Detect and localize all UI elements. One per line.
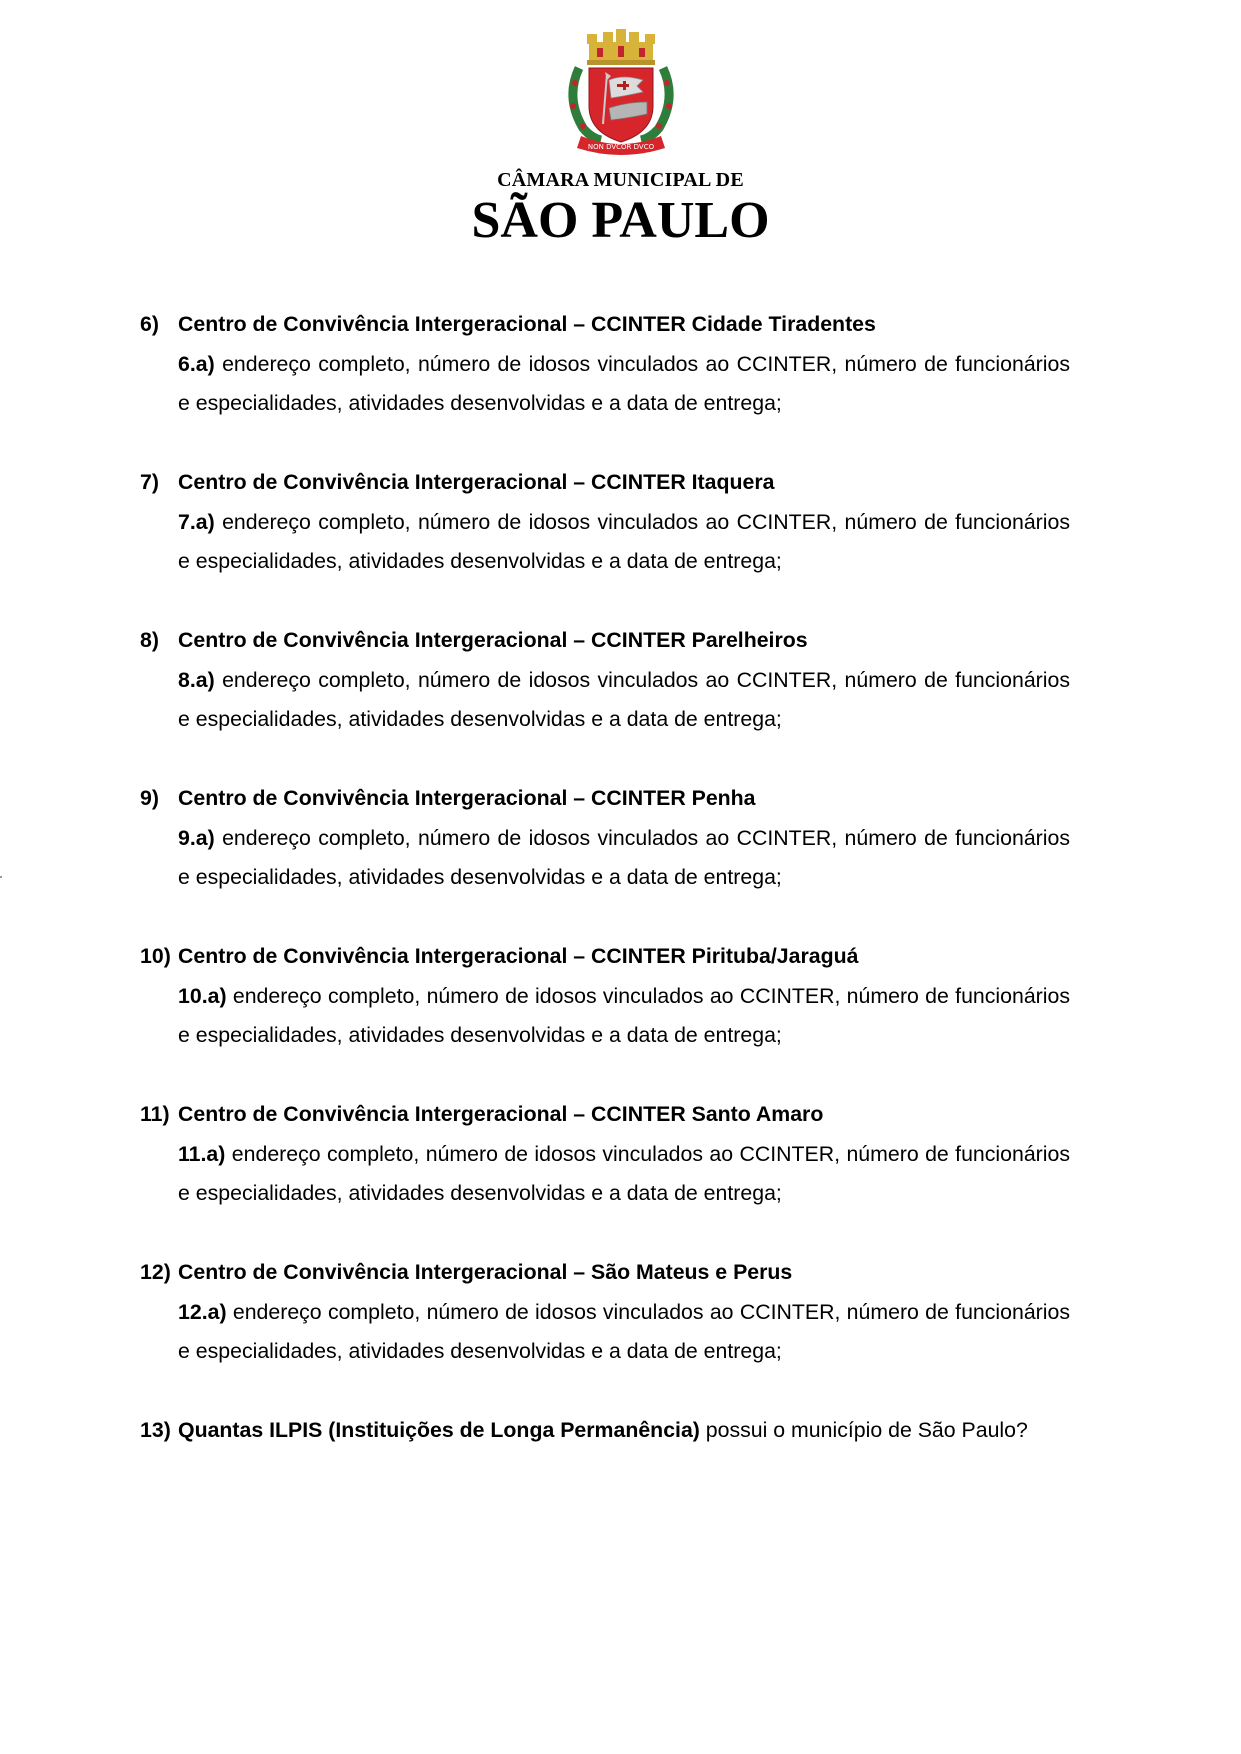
item-number: 6) <box>140 312 159 336</box>
item-number: 12) <box>140 1260 171 1284</box>
item-title: Centro de Convivência Intergeracional – CCINTER Itaquera <box>178 470 775 494</box>
question-bold-text: Quantas ILPIS (Instituições de Longa Permanência) <box>178 1418 700 1442</box>
subquestion-label: 9.a) <box>178 825 215 850</box>
item-title: Centro de Convivência Intergeracional – CCINTER Pirituba/Jaraguá <box>178 944 859 968</box>
item-number: 7) <box>140 470 159 494</box>
document-body <box>140 305 1070 1490</box>
subquestion-text: endereço completo, número de idosos vinculados ao CCINTER, número de funcionários e especialidades, atividades desenvolvidas e a data de entrega; <box>178 667 1070 731</box>
subquestion-text: endereço completo, número de idosos vinculados ao CCINTER, número de funcionários e especialidades, atividades desenvolvidas e a data de entrega; <box>178 351 1070 415</box>
item-subquestion <box>140 661 1070 740</box>
item-subquestion <box>140 345 1070 424</box>
subquestion-label: 6.a) <box>178 351 215 376</box>
subquestion-label: 8.a) <box>178 667 215 692</box>
item-title: Centro de Convivência Intergeracional – CCINTER Santo Amaro <box>178 1102 824 1126</box>
item-subquestion <box>140 503 1070 582</box>
scan-artifact <box>0 876 2 878</box>
crest-motto: NON DVCOR DVCO <box>587 143 654 151</box>
org-name-line2: SÃO PAULO <box>471 192 770 249</box>
item-subquestion <box>140 1135 1070 1214</box>
item-number: 13) <box>140 1418 171 1442</box>
list-item <box>140 779 1070 898</box>
subquestion-text: endereço completo, número de idosos vinculados ao CCINTER, número de funcionários e especialidades, atividades desenvolvidas e a data de entrega; <box>178 825 1070 889</box>
subquestion-label: 10.a) <box>178 983 227 1008</box>
subquestion-label: 7.a) <box>178 509 215 534</box>
question-regular-text: possui o município de São Paulo? <box>699 1418 1028 1442</box>
subquestion-text: endereço completo, número de idosos vinculados ao CCINTER, número de funcionários e especialidades, atividades desenvolvidas e a data de entrega; <box>178 1299 1070 1363</box>
subquestion-label: 12.a) <box>178 1299 227 1324</box>
subquestion-text: endereço completo, número de idosos vinculados ao CCINTER, número de funcionários e especialidades, atividades desenvolvidas e a data de entrega; <box>178 983 1070 1047</box>
org-name-line1: CÂMARA MUNICIPAL DE <box>497 169 744 191</box>
item-title: Centro de Convivência Intergeracional – CCINTER Penha <box>178 786 756 810</box>
list-item <box>140 1253 1070 1372</box>
subquestion-text: endereço completo, número de idosos vinculados ao CCINTER, número de funcionários e especialidades, atividades desenvolvidas e a data de entrega; <box>178 1141 1070 1205</box>
subquestion-label: 11.a) <box>178 1141 226 1166</box>
item-number: 9) <box>140 786 159 810</box>
list-item <box>140 937 1070 1056</box>
item-number: 10) <box>140 944 171 968</box>
item-title: Centro de Convivência Intergeracional – CCINTER Parelheiros <box>178 628 808 652</box>
item-number: 11) <box>140 1102 170 1126</box>
list-item <box>140 463 1070 582</box>
question-text <box>178 1411 1070 1451</box>
item-subquestion <box>140 819 1070 898</box>
question-13 <box>140 1411 1070 1451</box>
subquestion-text: endereço completo, número de idosos vinculados ao CCINTER, número de funcionários e especialidades, atividades desenvolvidas e a data de entrega; <box>178 509 1070 573</box>
list-item <box>140 305 1070 424</box>
item-subquestion <box>140 977 1070 1056</box>
item-title: Centro de Convivência Intergeracional – São Mateus e Perus <box>178 1260 793 1284</box>
list-item <box>140 1095 1070 1214</box>
list-item <box>140 621 1070 740</box>
document-header <box>0 28 1241 250</box>
item-number: 8) <box>140 628 159 652</box>
item-subquestion <box>140 1293 1070 1372</box>
sao-paulo-coat-of-arms-icon <box>561 28 681 158</box>
item-title: Centro de Convivência Intergeracional – CCINTER Cidade Tiradentes <box>178 312 876 336</box>
